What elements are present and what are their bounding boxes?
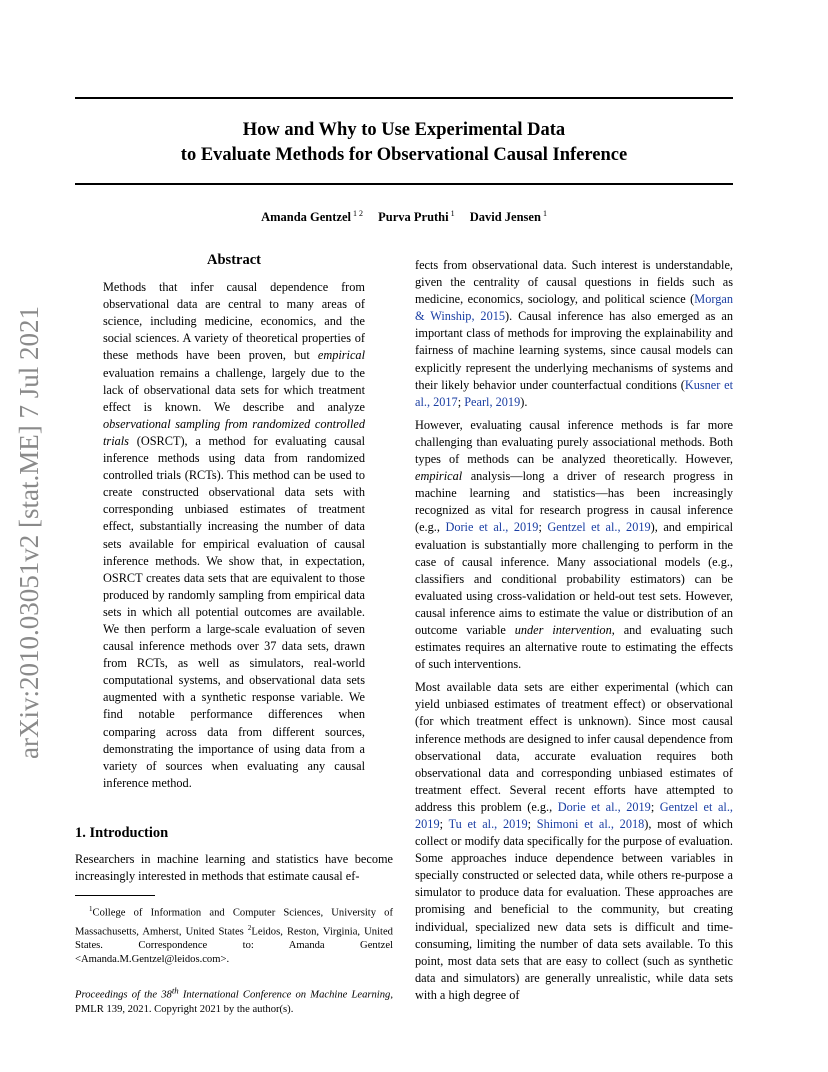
body-paragraph-1: fects from observational data. Such interest is understandable, given the centrality of causal questions in fields such as medicine, economics, sociology, and political science (Morgan & Winship, 2015). Causal inference has also emerged as an important class of methods for improving the explainability and fairness of machine learning systems, since causal models can explicitly represent the underlying mechanisms of systems and their likely behavior under counterfactual conditions (Kusner et al., 2017; Pearl, 2019).: [415, 258, 734, 409]
citation-link[interactable]: Dorie et al., 2019: [557, 799, 651, 814]
citation-link[interactable]: Tu et al., 2019: [448, 817, 528, 831]
citation-link[interactable]: Kusner et al., 2017: [415, 377, 734, 409]
abstract-heading: Abstract: [207, 252, 261, 268]
introduction-paragraph: Researchers in machine learning and statistics have become increasingly interested in methods that estimate causal ef-: [75, 852, 393, 884]
proceedings-notice: Proceedings of the 38th International Conference on Machine Learning, PMLR 139, 2021. Copyright 2021 by the author(s).: [75, 985, 393, 1015]
title-line-2: to Evaluate Methods for Observational Causal Inference: [180, 145, 628, 165]
citation-link[interactable]: Gentzel et al., 2019: [547, 520, 651, 535]
citation-link[interactable]: Shimoni et al., 2018: [536, 817, 645, 831]
author-3-affiliation: 1: [542, 209, 547, 218]
author-2-affiliation: 1: [450, 209, 455, 218]
citation-link[interactable]: Pearl, 2019: [464, 394, 521, 409]
citation-link[interactable]: Gentzel et al., 2019: [415, 799, 733, 831]
body-paragraph-3: Most available data sets are either experimental (which can yield unbiased estimates of treatment effect) or observational (for which treatment effect is unknown). Since most causal inference methods are designed to infer causal dependence from observational data, accurate evaluation requires both observational data and corresponding unbiased estimates of treatment effect. Several recent efforts have attempted to address this problem (e.g., Dorie et al., 2019; Gentzel et al., 2019; Tu et al., 2019; Shimoni et al., 2018), most of which collect or modify data specifically for the purpose of evaluation. Some approaches induce dependence between variables in specially constructed or selected data, while others re-purpose a simulator to produce data for evaluation. These approaches are promising and beneficial to the community, but creating individual, specialized new data sets is difficult and time-consuming, limiting the number of data sets available. To this point, most data sets that are easy to collect (such as synthetic data and simulators) are generally unrealistic, while data sets with a high degree of: [415, 680, 733, 1002]
abstract-body: Methods that infer causal dependence from observational data are central to many areas of science, including medicine, economics, and the social sciences. A variety of theoretical properties of these methods have been proven, but empirical evaluation remains a challenge, largely due to the lack of observational data sets for which treatment effect is known. We describe and analyze observational sampling from randomized controlled trials (OSRCT), a method for evaluating causal inference methods using data from randomized controlled trials (RCTs). This method can be used to create constructed observational data sets with corresponding unbiased estimates of treatment effect, substantially increasing the number of data sets available for empirical evaluation of causal inference methods. We show that, in expectation, OSRCT creates data sets that are equivalent to those produced by randomly sampling from empirical data sets in which all potential outcomes are available. We then perform a large-scale evaluation of seven causal inference methods over 37 data sets, drawn from RCTs, as well as simulators, real-world computational systems, and observational data sets augmented with a synthetic response variable. We find notable performance differences when comparing across data from different sources, demonstrating the importance of using data from a variety of sources when evaluating any causal inference method.: [103, 280, 365, 790]
author-3: David Jensen $^1$: [469, 209, 547, 224]
footnote-rule: [75, 895, 155, 896]
citation-link[interactable]: Morgan & Winship, 2015: [415, 292, 733, 324]
citation-link[interactable]: Dorie et al., 2019: [445, 520, 539, 535]
author-2: Purva Pruthi $^1$: [378, 209, 455, 224]
title-top-rule: [75, 97, 733, 99]
author-1: Amanda Gentzel $^{1 2}$: [261, 209, 363, 224]
left-column: [75, 252, 393, 1017]
right-column: [415, 257, 733, 1010]
title-line-1: How and Why to Use Experimental Data: [242, 120, 566, 140]
author-list: [75, 209, 733, 225]
affiliation-footnote: $^1$College of Information and Computer Sciences, University of Massachusetts, Amherst, United States $^2$Leidos, Reston, Virginia, United States. Correspondence to: Amanda Gentzel <Amanda.M.Gentzel@leidos.com>.: [75, 905, 393, 966]
body-paragraph-2: However, evaluating causal inference methods is far more challenging than evaluating purely associational methods. Both types of methods can be analyzed theoretically. However, empirical analysis—long a driver of research progress in machine learning and statistics—has been increasingly recognized as vital for research progress in causal inference (e.g., Dorie et al., 2019; Gentzel et al., 2019), and empirical evaluation is substantially more challenging to perform in the case of causal inference. Many associational models (e.g., classifiers and conditional probability estimators) can be evaluated using cross-validation or held-out test sets. However, causal inference aims to estimate the value or distribution of an outcome variable under intervention, and evaluating such estimates requires an alternative route to estimating the effects of such interventions.: [415, 417, 734, 672]
title-bottom-rule: [75, 183, 733, 185]
author-1-affiliation: 1 2: [353, 209, 363, 218]
arxiv-identifier-stamp: arXiv:2010.03051v2 [stat.ME] 7 Jul 2021: [14, 306, 44, 760]
paper-title: [75, 118, 733, 168]
introduction-heading: 1. Introduction: [75, 824, 169, 841]
